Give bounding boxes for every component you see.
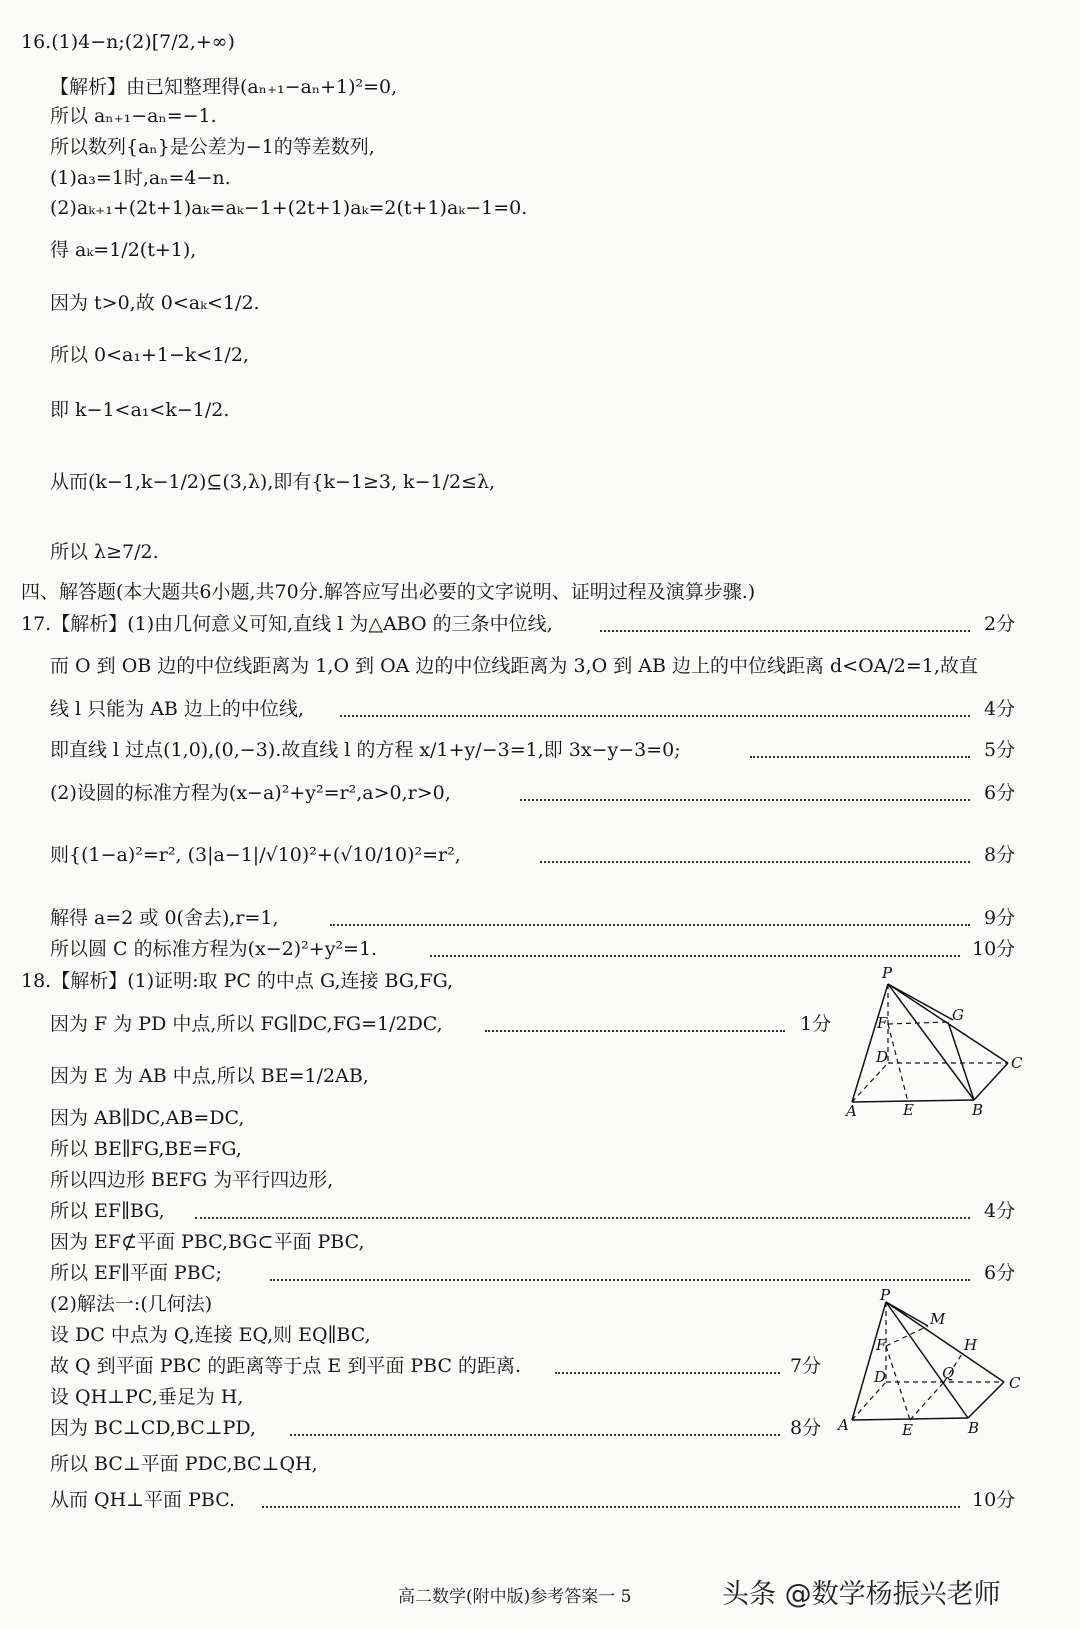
analysis-16-line-3: 所以数列{aₙ}是公差为−1的等差数列, [50, 136, 375, 158]
analysis-16-line-10: 从而(k−1,k−1/2)⊆(3,λ),即有{k−1≥3, k−1/2≤λ, [50, 471, 496, 493]
score-label: 8分 [790, 1417, 822, 1439]
analysis-17-line-6: 则{(1−a)²=r², (3|a−1|/√10)²+(√10/10)²=r², [50, 844, 461, 866]
score-leader [262, 1506, 960, 1508]
analysis-16-line-4: (1)a₃=1时,aₙ=4−n. [50, 167, 231, 189]
score-label: 7分 [790, 1355, 822, 1377]
analysis-16-line-2: 所以 aₙ₊₁−aₙ=−1. [50, 105, 217, 127]
analysis-18-line-12: 故 Q 到平面 PBC 的距离等于点 E 到平面 PBC 的距离. [50, 1355, 522, 1377]
analysis-18-line-15: 所以 BC⊥平面 PDC,BC⊥QH, [50, 1453, 318, 1475]
vertex-label: F [876, 1336, 887, 1354]
analysis-18-line-1: 18.【解析】(1)证明:取 PC 的中点 G,连接 BG,FG, [21, 970, 454, 992]
section-header: 四、解答题(本大题共6小题,共70分.解答应写出必要的文字说明、证明过程及演算步骤.) [21, 581, 756, 603]
vertex-label: D [876, 1048, 889, 1066]
score-leader [430, 955, 960, 957]
analysis-18-line-4: 因为 AB∥DC,AB=DC, [50, 1107, 245, 1129]
score-label: 6分 [984, 782, 1016, 804]
vertex-label: F [877, 1014, 888, 1032]
answer-16: 16.(1)4−n;(2)[7/2,+∞) [21, 31, 235, 53]
score-leader [270, 1279, 970, 1281]
vertex-label: P [882, 964, 893, 982]
analysis-17-line-3: 线 l 只能为 AB 边上的中位线, [50, 698, 304, 720]
pyramid-figure-2 [832, 1288, 1032, 1440]
score-leader [520, 799, 970, 801]
score-label: 4分 [984, 698, 1016, 720]
vertex-label: C [1009, 1374, 1021, 1392]
score-label: 6分 [984, 1262, 1016, 1284]
analysis-16-line-5: (2)aₖ₊₁+(2t+1)aₖ=aₖ−1+(2t+1)aₖ=2(t+1)aₖ−1=0. [50, 197, 528, 219]
analysis-18-line-2: 因为 F 为 PD 中点,所以 FG∥DC,FG=1/2DC, [50, 1013, 443, 1035]
vertex-label: D [874, 1368, 887, 1386]
score-label: 2分 [984, 613, 1016, 635]
watermark: 头条 @数学杨振兴老师 [722, 1579, 1001, 1610]
analysis-16-line-1: 【解析】由已知整理得(aₙ₊₁−aₙ+1)²=0, [50, 76, 398, 98]
vertex-label: H [964, 1336, 978, 1354]
vertex-label: P [880, 1288, 891, 1304]
analysis-16-line-8: 所以 0<a₁+1−k<1/2, [50, 344, 249, 366]
score-leader [340, 715, 970, 717]
analysis-17-line-5: (2)设圆的标准方程为(x−a)²+y²=r²,a>0,r>0, [50, 782, 451, 804]
vertex-label: A [838, 1416, 849, 1434]
pyramid-figure-1 [838, 962, 1028, 1120]
analysis-18-line-9: 所以 EF∥平面 PBC; [50, 1262, 222, 1284]
vertex-label: E [902, 1421, 913, 1439]
analysis-18-line-16: 从而 QH⊥平面 PBC. [50, 1489, 236, 1511]
analysis-17-line-8: 所以圆 C 的标准方程为(x−2)²+y²=1. [50, 938, 378, 960]
score-leader [540, 861, 970, 863]
score-leader [290, 1434, 780, 1436]
vertex-label: Q [942, 1364, 955, 1382]
score-label: 5分 [984, 739, 1016, 761]
analysis-16-line-9: 即 k−1<a₁<k−1/2. [50, 399, 230, 421]
analysis-17-line-2: 而 O 到 OB 边的中位线距离为 1,O 到 OA 边的中位线距离为 3,O 到 AB 边上的中位线距离 d<OA/2=1,故直 [50, 655, 978, 677]
analysis-16-line-6: 得 aₖ=1/2(t+1), [50, 239, 197, 261]
score-leader [750, 756, 970, 758]
analysis-16-line-11: 所以 λ≥7/2. [50, 541, 159, 563]
analysis-18-line-3: 因为 E 为 AB 中点,所以 BE=1/2AB, [50, 1065, 369, 1087]
score-leader [485, 1030, 785, 1032]
score-label: 10分 [972, 938, 1016, 960]
score-label: 10分 [972, 1489, 1016, 1511]
score-leader [600, 630, 970, 632]
score-label: 9分 [984, 907, 1016, 929]
vertex-label: C [1011, 1054, 1023, 1072]
analysis-18-line-11: 设 DC 中点为 Q,连接 EQ,则 EQ∥BC, [50, 1324, 371, 1346]
analysis-17-line-4: 即直线 l 过点(1,0),(0,−3).故直线 l 的方程 x/1+y/−3=1,即 3x−y−3=0; [50, 739, 681, 761]
analysis-17-line-1: 17.【解析】(1)由几何意义可知,直线 l 为△ABO 的三条中位线, [21, 613, 553, 635]
analysis-18-line-6: 所以四边形 BEFG 为平行四边形, [50, 1169, 334, 1191]
analysis-18-line-14: 因为 BC⊥CD,BC⊥PD, [50, 1417, 256, 1439]
analysis-18-line-8: 因为 EF⊄平面 PBC,BG⊂平面 PBC, [50, 1231, 365, 1253]
analysis-16-line-7: 因为 t>0,故 0<aₖ<1/2. [50, 292, 260, 314]
vertex-label: E [903, 1101, 914, 1119]
score-leader [330, 924, 970, 926]
analysis-18-line-5: 所以 BE∥FG,BE=FG, [50, 1138, 242, 1160]
vertex-label: B [972, 1101, 984, 1119]
score-leader [555, 1372, 780, 1374]
analysis-18-line-10: (2)解法一:(几何法) [50, 1293, 213, 1315]
vertex-label: A [846, 1102, 857, 1120]
analysis-17-line-7: 解得 a=2 或 0(舍去),r=1, [50, 907, 279, 929]
analysis-18-line-13: 设 QH⊥PC,垂足为 H, [50, 1386, 244, 1408]
vertex-label: M [930, 1310, 946, 1328]
score-label: 4分 [984, 1200, 1016, 1222]
analysis-18-line-7: 所以 EF∥BG, [50, 1200, 165, 1222]
score-label: 1分 [800, 1013, 832, 1035]
vertex-label: B [968, 1419, 980, 1437]
page-footer: 高二数学(附中版)参考答案一 5 [398, 1587, 632, 1607]
vertex-label: G [952, 1006, 964, 1024]
score-label: 8分 [984, 844, 1016, 866]
score-leader [195, 1217, 970, 1219]
